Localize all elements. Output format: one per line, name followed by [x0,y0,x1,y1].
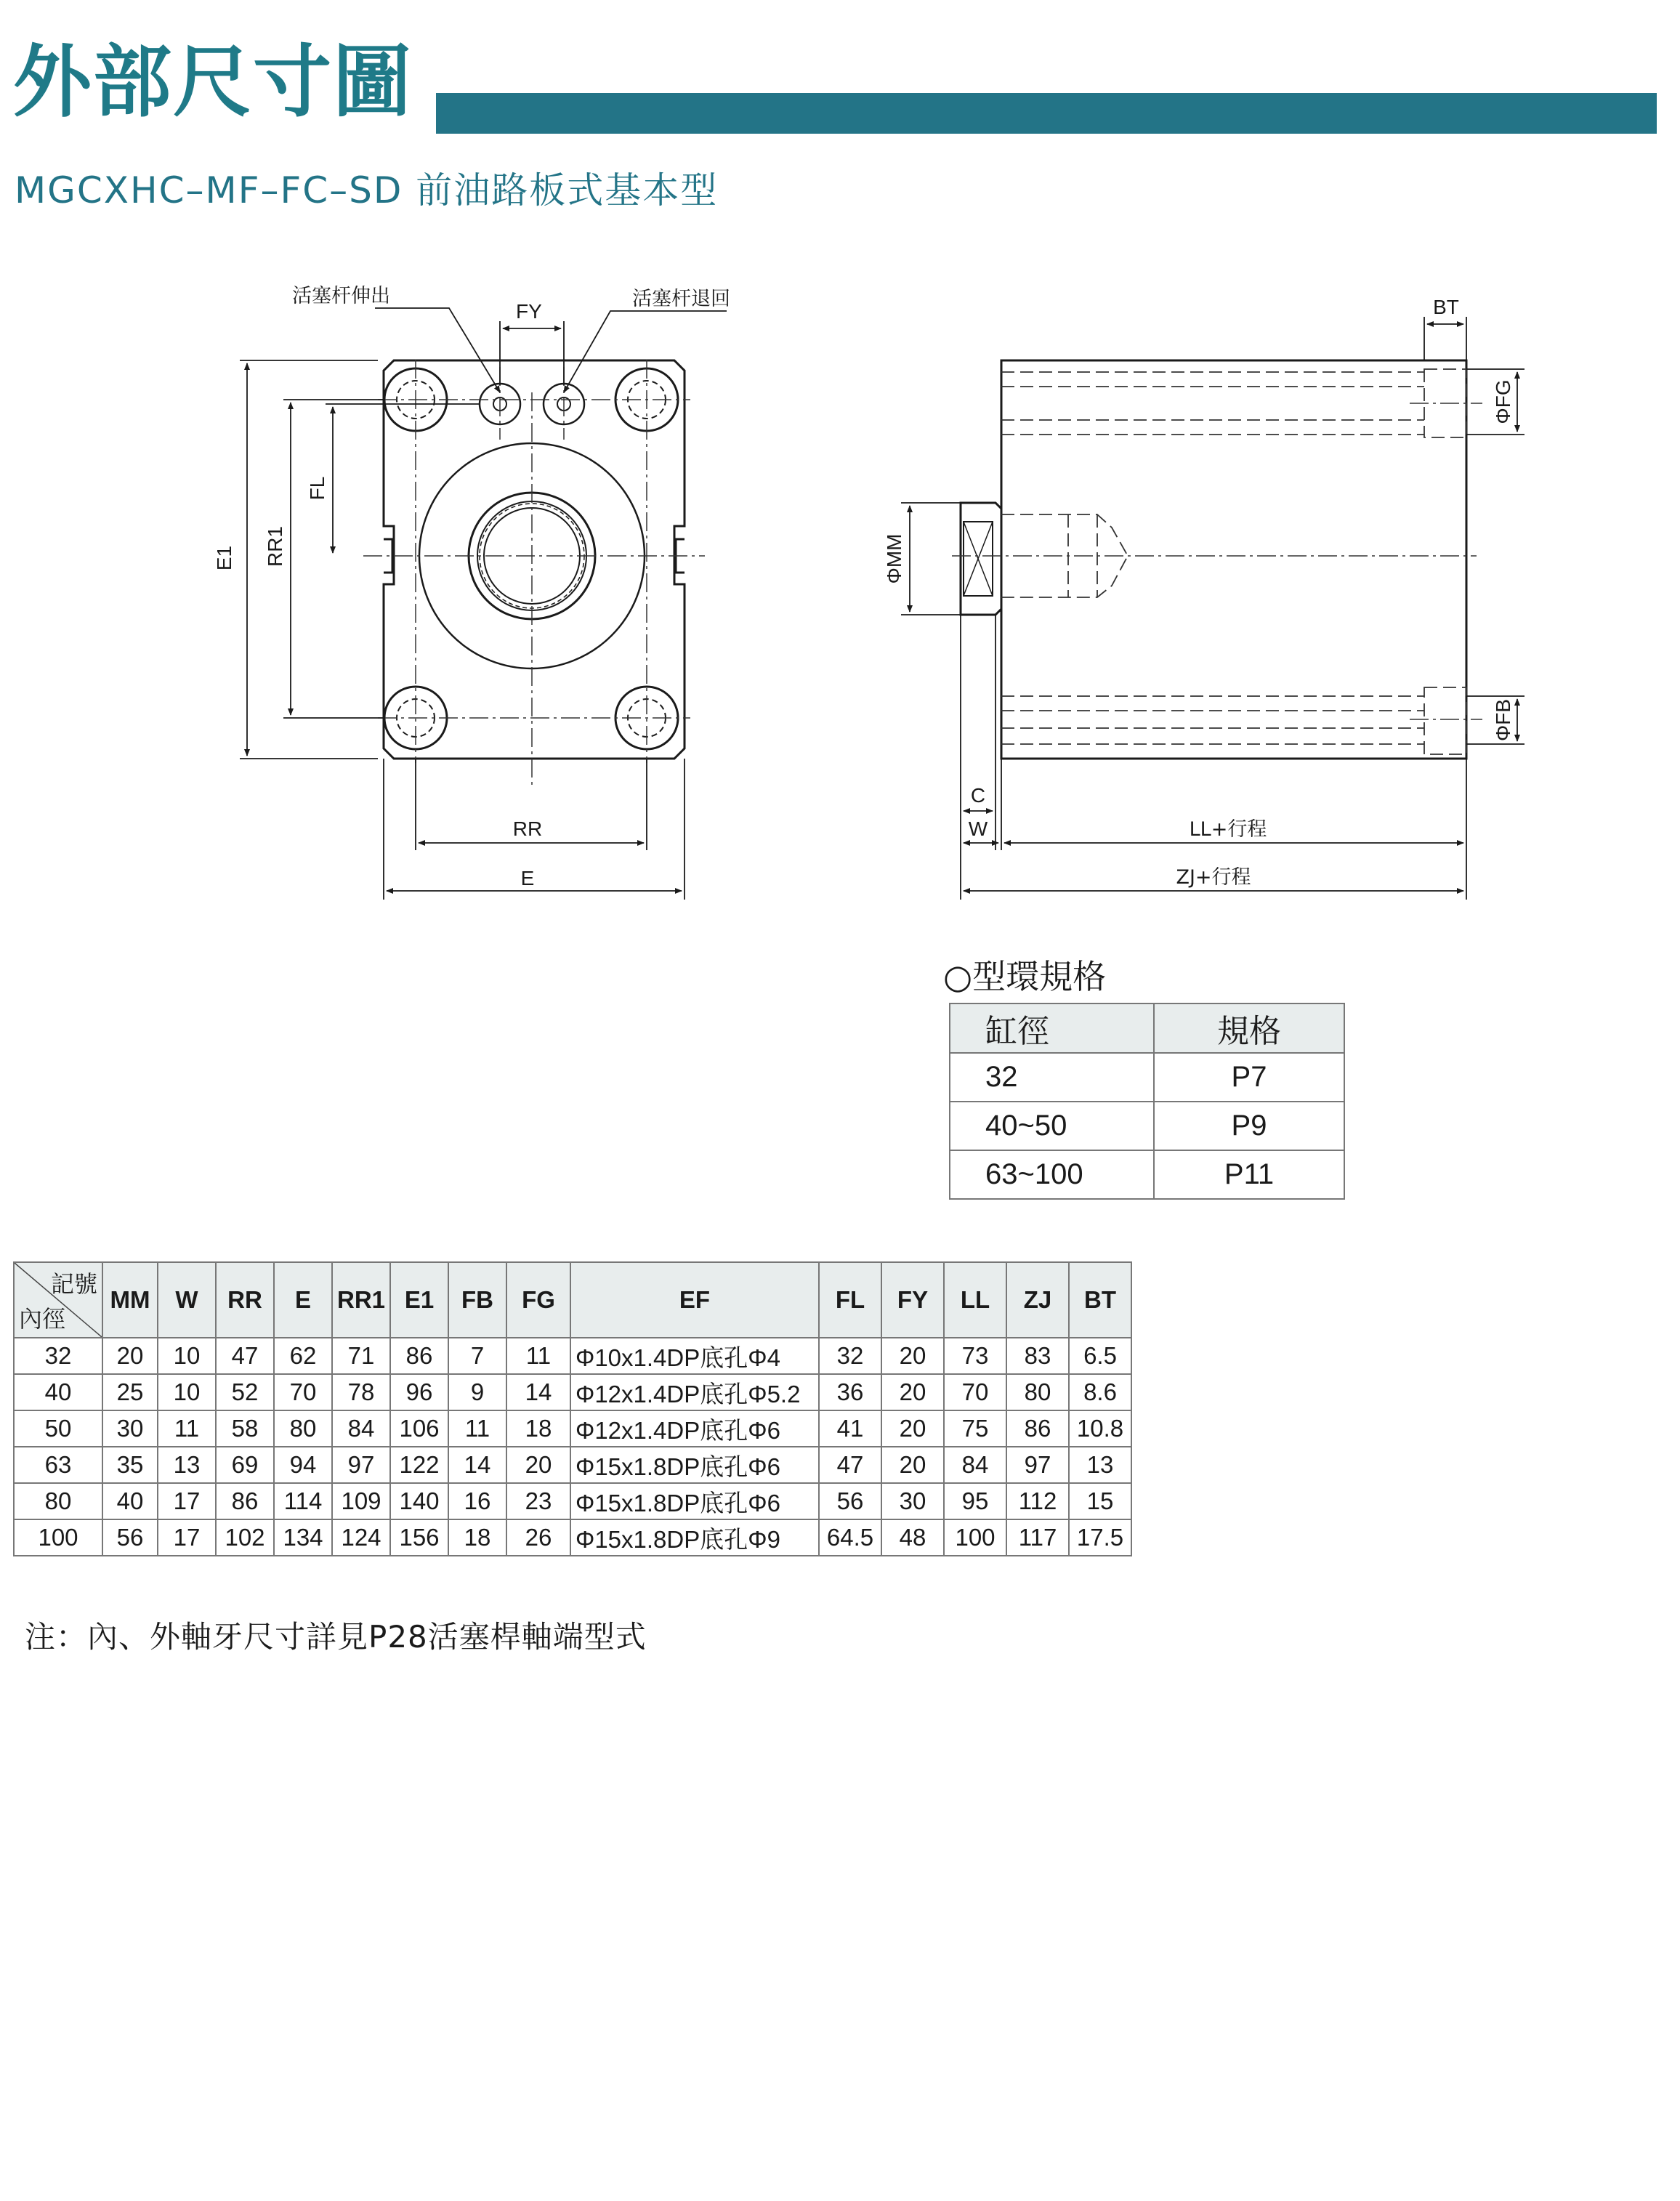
col-header: FB [448,1262,506,1338]
dim-cell: 124 [332,1519,390,1556]
dim-cell: 20 [102,1338,158,1374]
dim-cell: 14 [448,1447,506,1483]
table-row [14,1519,1131,1556]
col-header: FG [506,1262,570,1338]
dim-cell: 13 [158,1447,216,1483]
dim-cell: 64.5 [819,1519,881,1556]
bore-cell: 63 [14,1447,102,1483]
seal-table-title: ○型環規格 [943,957,1107,996]
left-slot [384,526,394,573]
dim-cell: 86 [390,1338,448,1374]
dim-cell: 13 [1069,1447,1131,1483]
dim-cell: 6.5 [1069,1338,1131,1374]
table-row [14,1410,1131,1447]
table-row [14,1447,1131,1483]
page-title: 外部尺寸圖 [13,37,413,128]
dim-cell: 16 [448,1483,506,1519]
seal-cell: 40~50 [950,1102,1154,1150]
seal-header-bore: 缸徑 [950,1003,1154,1053]
dim-cell: 8.6 [1069,1374,1131,1410]
col-header: RR [216,1262,274,1338]
dim-cell: 86 [1006,1410,1069,1447]
dim-cell: 36 [819,1374,881,1410]
dim-cell: 11 [448,1410,506,1447]
dim-cell: 15 [1069,1483,1131,1519]
label-fl: FL [306,476,328,501]
front-view [384,360,684,759]
right-slot [674,526,684,573]
dim-cell: 56 [819,1483,881,1519]
dim-cell: 70 [274,1374,332,1410]
col-header: LL [944,1262,1006,1338]
table-row [950,1102,1344,1150]
dim-cell: 18 [506,1410,570,1447]
dim-cell: 30 [881,1483,944,1519]
seal-cell: 63~100 [950,1150,1154,1199]
dim-cell: 84 [944,1447,1006,1483]
rod-end [961,503,1001,615]
col-header: FY [881,1262,944,1338]
dim-cell: 112 [1006,1483,1069,1519]
bore-cell: 40 [14,1374,102,1410]
seal-table [949,1003,1345,1200]
bore-cell: 100 [14,1519,102,1556]
dim-cell: 10 [158,1374,216,1410]
dim-cell: 106 [390,1410,448,1447]
dims-body [14,1338,1131,1556]
dim-cell: 122 [390,1447,448,1483]
seal-cell: P7 [1154,1053,1344,1102]
dim-cell: 14 [506,1374,570,1410]
label-mm: ΦMM [883,533,905,584]
dim-cell: 156 [390,1519,448,1556]
bore-cell: 32 [14,1338,102,1374]
side-hidden-lines [1001,369,1466,754]
label-retract: 活塞杆退回 [632,288,730,310]
table-row [14,1483,1131,1519]
label-c: C [970,784,986,807]
label-fy: FY [516,300,542,323]
col-header: ZJ [1006,1262,1069,1338]
dim-cell: 9 [448,1374,506,1410]
dim-cell: 32 [819,1338,881,1374]
dim-cell: 117 [1006,1519,1069,1556]
table-row [950,1150,1344,1199]
dim-cell: 18 [448,1519,506,1556]
front-body-outline [384,360,684,759]
ef-cell: Φ15x1.8DP底孔Φ9 [570,1519,819,1556]
front-dimensions [240,308,727,900]
table-row [950,1053,1344,1102]
dim-cell: 26 [506,1519,570,1556]
seal-header-spec: 規格 [1154,1003,1344,1053]
bore-cell: 50 [14,1410,102,1447]
dim-cell: 83 [1006,1338,1069,1374]
dim-cell: 100 [944,1519,1006,1556]
dim-cell: 20 [506,1447,570,1483]
dim-cell: 109 [332,1483,390,1519]
label-rr: RR [512,817,543,840]
footnote: 注：內、外軸牙尺寸詳見P28活塞桿軸端型式 [25,1619,647,1655]
col-header: BT [1069,1262,1131,1338]
dim-cell: 48 [881,1519,944,1556]
dim-cell: 10.8 [1069,1410,1131,1447]
label-e1: E1 [213,545,235,571]
corner-cell [14,1262,102,1338]
col-header: E [274,1262,332,1338]
dim-cell: 69 [216,1447,274,1483]
dim-cell: 20 [881,1410,944,1447]
label-e: E [520,867,535,889]
side-centerlines [952,403,1482,719]
dim-cell: 10 [158,1338,216,1374]
seal-cell: 32 [950,1053,1154,1102]
ef-cell: Φ12x1.4DP底孔Φ6 [570,1410,819,1447]
dim-cell: 17 [158,1483,216,1519]
technical-drawing [0,0,1680,945]
dim-cell: 78 [332,1374,390,1410]
table-row [14,1338,1131,1374]
label-zj: ZJ+行程 [1176,866,1251,889]
col-header: FL [819,1262,881,1338]
ef-cell: Φ12x1.4DP底孔Φ5.2 [570,1374,819,1410]
dim-cell: 25 [102,1374,158,1410]
dim-cell: 97 [332,1447,390,1483]
dim-cell: 47 [819,1447,881,1483]
ef-cell: Φ15x1.8DP底孔Φ6 [570,1483,819,1519]
col-header: W [158,1262,216,1338]
dim-cell: 71 [332,1338,390,1374]
dim-cell: 20 [881,1374,944,1410]
label-extend: 活塞杆伸出 [292,285,390,307]
dim-cell: 96 [390,1374,448,1410]
dim-cell: 75 [944,1410,1006,1447]
table-row [14,1374,1131,1410]
dim-cell: 35 [102,1447,158,1483]
corner-bottom-label: 內徑 [19,1306,66,1332]
dim-cell: 134 [274,1519,332,1556]
seal-cell: P11 [1154,1150,1344,1199]
col-header: MM [102,1262,158,1338]
dim-cell: 20 [881,1338,944,1374]
dim-cell: 95 [944,1483,1006,1519]
col-header: RR1 [332,1262,390,1338]
dim-cell: 52 [216,1374,274,1410]
dim-cell: 80 [1006,1374,1069,1410]
dim-cell: 97 [1006,1447,1069,1483]
col-header: EF [570,1262,819,1338]
page-subtitle: MGCXHC–MF–FC–SD 前油路板式基本型 [15,169,719,211]
dim-cell: 17.5 [1069,1519,1131,1556]
corner-top-label: 記號 [50,1271,97,1297]
dim-cell: 86 [216,1483,274,1519]
dimension-table [13,1261,1132,1556]
dim-cell: 62 [274,1338,332,1374]
label-w: W [968,817,988,840]
ef-cell: Φ10x1.4DP底孔Φ4 [570,1338,819,1374]
label-bt: BT [1433,296,1459,318]
dim-cell: 114 [274,1483,332,1519]
label-fb: ΦFB [1492,698,1514,742]
label-fg: ΦFG [1492,379,1514,424]
dim-cell: 84 [332,1410,390,1447]
dim-cell: 102 [216,1519,274,1556]
dim-cell: 94 [274,1447,332,1483]
dim-cell: 73 [944,1338,1006,1374]
seal-table-header-row [950,1003,1344,1053]
label-ll: LL+行程 [1189,818,1267,841]
ef-cell: Φ15x1.8DP底孔Φ6 [570,1447,819,1483]
dim-cell: 40 [102,1483,158,1519]
dim-cell: 47 [216,1338,274,1374]
dim-cell: 17 [158,1519,216,1556]
dims-header-row [14,1262,1131,1338]
dim-cell: 11 [506,1338,570,1374]
dim-cell: 7 [448,1338,506,1374]
dim-cell: 140 [390,1483,448,1519]
label-rr1: RR1 [264,525,286,568]
col-header: E1 [390,1262,448,1338]
side-dimensions [901,317,1524,900]
seal-cell: P9 [1154,1102,1344,1150]
dim-cell: 70 [944,1374,1006,1410]
dim-cell: 11 [158,1410,216,1447]
dim-cell: 23 [506,1483,570,1519]
dim-cell: 56 [102,1519,158,1556]
side-dim-labels [883,296,1514,889]
front-centerlines [363,360,705,785]
dim-cell: 20 [881,1447,944,1483]
dim-cell: 58 [216,1410,274,1447]
dim-cell: 30 [102,1410,158,1447]
dim-cell: 80 [274,1410,332,1447]
dim-cell: 41 [819,1410,881,1447]
bore-cell: 80 [14,1483,102,1519]
